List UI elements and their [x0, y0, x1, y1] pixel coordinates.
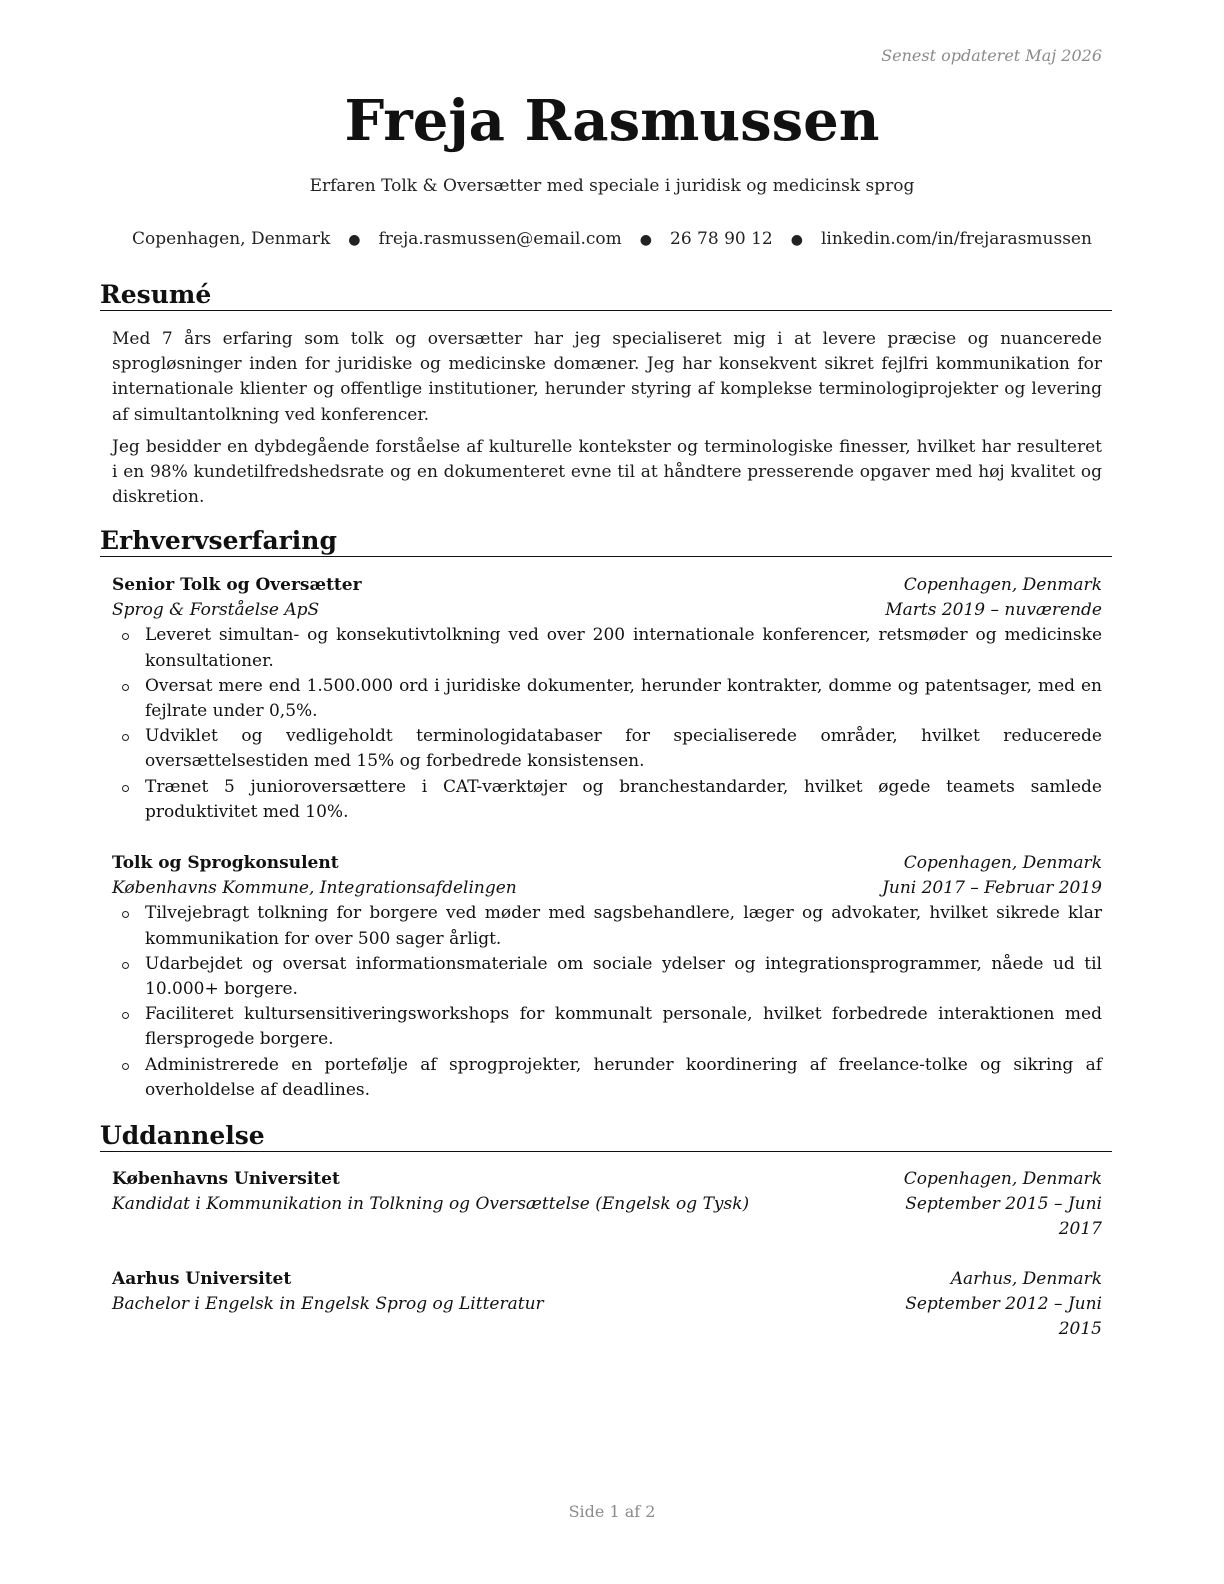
contact-phone: 26 78 90 12 — [670, 229, 773, 249]
circle-bullet-icon — [122, 785, 129, 792]
circle-bullet-icon — [122, 1012, 129, 1019]
contact-line — [0, 229, 1224, 249]
bullet-dot-icon: ● — [639, 232, 652, 248]
job-bullet: Leveret simultan- og konsekutivtolkning ved over 200 internationale konferencer, retsmøder og medicinske konsultationer. — [112, 623, 1102, 673]
degree: Bachelor i Engelsk in Engelsk Sprog og Litteratur — [112, 1294, 544, 1315]
section-title-education: Uddannelse — [100, 1121, 1112, 1152]
bullet-dot-icon: ● — [790, 232, 803, 248]
summary-paragraph-2: Jeg besidder en dybdegående forståelse af kulturelle kontekster og terminologiske finesser, hvilket har resulteret i en 98% kundetilfredshedsrate og en dokumenteret evne til at håndtere presserende opgaver med høj kvalitet og diskretion. — [112, 437, 1102, 508]
job-bullet: Udviklet og vedligeholdt terminologidatabaser for specialiserede områder, hvilket reducerede oversættelsestiden med 15% og forbedrede konsistensen. — [112, 724, 1102, 774]
job-entry — [112, 573, 1102, 825]
job-bullet: Administrerede en portefølje af sprogprojekter, herunder koordinering af freelance-tolke og sikring af overholdelse af deadlines. — [112, 1053, 1102, 1103]
job-company: Sprog & Forståelse ApS — [112, 600, 320, 621]
contact-email[interactable]: freja.rasmussen@email.com — [378, 229, 622, 249]
job-bullet: Oversat mere end 1.500.000 ord i juridiske dokumenter, herunder kontrakter, domme og patentsager, med en fejlrate under 0,5%. — [112, 674, 1102, 724]
education-entry — [112, 1267, 1102, 1343]
education-entry — [112, 1167, 1102, 1243]
tagline: Erfaren Tolk & Oversætter med speciale i juridisk og medicinsk sprog — [309, 176, 915, 196]
page-number: Side 1 af 2 — [568, 1502, 656, 1521]
job-location: Copenhagen, Denmark — [903, 575, 1102, 595]
job-bullet: Tilvejebragt tolkning for borgere ved møder med sagsbehandlere, læger og advokater, hvilket sikrede klar kommunikation for over 500 sager årligt. — [112, 901, 1102, 951]
education-dates: September 2012 – Juni 2015 — [905, 1294, 1102, 1340]
school-location: Copenhagen, Denmark — [903, 1169, 1102, 1189]
last-updated: Senest opdateret Maj 2026 — [881, 46, 1102, 65]
job-dates: Marts 2019 – nuværende — [885, 600, 1102, 621]
job-company: Københavns Kommune, Integrationsafdelingen — [112, 878, 517, 899]
job-entry — [112, 851, 1102, 1103]
summary-paragraph-1: Med 7 års erfaring som tolk og oversætter har jeg specialiseret mig i at levere præcise og nuancerede sprogløsninger inden for juridiske og medicinske domæner. Jeg har konsekvent sikret fejlfri kommunikation for internationale klienter og offentlige institutioner, herunder styring af komplekse terminologiprojekter og levering af simultantolkning ved konferencer. — [112, 329, 1102, 425]
job-bullet: Udarbejdet og oversat informationsmateriale om sociale ydelser og integrationsprogrammer, nåede ud til 10.000+ borgere. — [112, 952, 1102, 1002]
degree: Kandidat i Kommunikation in Tolkning og Oversættelse (Engelsk og Tysk) — [112, 1194, 750, 1215]
section-title-experience: Erhvervserfaring — [100, 526, 1112, 557]
education-dates: September 2015 – Juni 2017 — [905, 1194, 1102, 1240]
job-role: Tolk og Sprogkonsulent — [112, 853, 339, 873]
circle-bullet-icon — [122, 684, 129, 691]
job-location: Copenhagen, Denmark — [903, 853, 1102, 873]
job-bullet: Faciliteret kultursensitiveringsworkshops for kommunalt personale, hvilket forbedrede interaktionen med flersprogede borgere. — [112, 1002, 1102, 1052]
job-role: Senior Tolk og Oversætter — [112, 575, 362, 595]
contact-location: Copenhagen, Denmark — [132, 229, 331, 249]
school-name: Københavns Universitet — [112, 1169, 340, 1189]
circle-bullet-icon — [122, 633, 129, 640]
school-name: Aarhus Universitet — [112, 1269, 292, 1289]
job-dates: Juni 2017 – Februar 2019 — [882, 878, 1102, 899]
job-bullet: Trænet 5 junioroversættere i CAT-værktøjer og branchestandarder, hvilket øgede teamets samlede produktivitet med 10%. — [112, 775, 1102, 825]
school-location: Aarhus, Denmark — [950, 1269, 1102, 1289]
circle-bullet-icon — [122, 911, 129, 918]
bullet-dot-icon: ● — [348, 232, 361, 248]
section-title-summary: Resumé — [100, 280, 1112, 311]
candidate-name: Freja Rasmussen — [344, 88, 880, 154]
contact-linkedin[interactable]: linkedin.com/in/frejarasmussen — [820, 229, 1092, 249]
circle-bullet-icon — [122, 1063, 129, 1070]
circle-bullet-icon — [122, 734, 129, 741]
circle-bullet-icon — [122, 962, 129, 969]
